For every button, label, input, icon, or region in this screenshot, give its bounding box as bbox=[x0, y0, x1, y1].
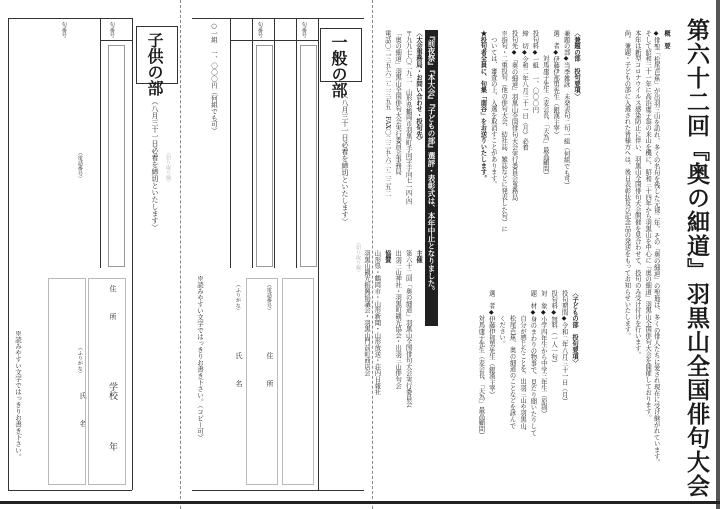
children-address-input[interactable] bbox=[88, 278, 126, 485]
general-column-line bbox=[230, 18, 231, 268]
sponsors-section bbox=[362, 250, 422, 480]
children-note: ※読みやすい文字ではっきりお書き下さい。 bbox=[14, 330, 22, 460]
general-column-line bbox=[252, 18, 253, 268]
general-col-label: 句番号 bbox=[300, 22, 307, 38]
overview-paragraph-2: 本年は新型コロナウイルス感染防止に伴い、羽黒山全国俳句大会開催を見合わせて、投句のみ受け付けを行います。 bbox=[633, 30, 641, 358]
children-line: 松尾芭蕉、奥の細道のことなどを詠んで bbox=[508, 290, 516, 429]
general-column-line bbox=[318, 18, 319, 490]
children-school-label: 学校 bbox=[107, 382, 117, 400]
children-grade-label: 年 bbox=[107, 442, 117, 451]
cut-mark: （切り取り線） bbox=[355, 240, 361, 275]
sponsor-line: 第六十二回「奥の細道」羽黒山全国俳句大会実行委員会 bbox=[404, 250, 412, 408]
adult-line: 投句先◆『奥の細道』羽黒山全国俳句大会実行委員会事務局 bbox=[510, 30, 518, 201]
page-edge bbox=[716, 0, 720, 509]
adult-line: 締 切◆令和二年八月三十一日（月）必着 bbox=[520, 30, 528, 151]
sponsor-line: 山形県・鶴岡市・山形新聞・山形放送・荘内日報社 bbox=[373, 250, 381, 395]
children-line: 自分が感じたことを、出羽三山や羽黒山、 bbox=[518, 290, 526, 435]
children-address-label: 住 所 bbox=[109, 285, 117, 320]
general-note: ※読みやすい文字ではっきりお書き下さい。（コピー可） bbox=[196, 275, 204, 441]
office-line: 〒九九七-〇二九二 山形県鶴岡市羽黒町手向字手向七一四-四 bbox=[404, 30, 412, 205]
cut-mark: （切り取り線） bbox=[165, 150, 171, 185]
children-form-bottom bbox=[8, 490, 132, 491]
children-line: 投句料◆無料（一人一句） bbox=[550, 290, 558, 367]
fold-line-2 bbox=[180, 0, 181, 509]
overview-label: 概 要 bbox=[663, 30, 670, 49]
general-address-label: 住 所 bbox=[266, 352, 274, 387]
children-column-line bbox=[100, 18, 101, 268]
sponsor-line: 羽黒山観光振興協議会・羽黒山門前町商店会 bbox=[362, 250, 370, 376]
sponsor-label: 協賛 bbox=[383, 250, 391, 263]
sponsor-line: 出羽三山神社・羽黒町観光協会・出羽三山俳句会 bbox=[394, 250, 402, 389]
children-number-row bbox=[100, 40, 132, 41]
general-col-label: 句番号 bbox=[256, 22, 263, 38]
children-guidelines bbox=[448, 290, 578, 490]
children-line: 投句期間◆令和二年八月三十一日（月） bbox=[560, 290, 568, 405]
general-haiku-field-2[interactable] bbox=[256, 45, 273, 267]
general-address-input[interactable] bbox=[282, 278, 314, 485]
bottom-border bbox=[0, 501, 720, 504]
overview-paragraph-3: 尚、兼題・子どもの部に入選された皆様方へは、後日表彰状及び記念品の発送をもってお知らせいたします。 bbox=[623, 30, 631, 339]
children-guidelines-heading: 〈子どもの部 投句要項〉 bbox=[571, 290, 578, 366]
adult-line: ついては、審査の上、入選を取消すことがあります。 bbox=[489, 30, 497, 188]
general-phone-label: （電話番号） bbox=[265, 282, 272, 314]
children-phone-label: （電話番号） bbox=[76, 150, 83, 182]
general-heading: 一般の部 bbox=[329, 34, 348, 98]
adult-line: 兼題の部◆当季雑詠 未発表句二句一組（何組でも可） bbox=[562, 30, 570, 189]
adult-line: 選 者◆伊藤伊那男先生（銀漢主宰） bbox=[552, 30, 560, 138]
general-deadline: （八月三十一日必着を締切といたします） bbox=[341, 92, 349, 225]
page-title: 第六十二回『奥の細道』羽黒山全国俳句大会 bbox=[683, 18, 710, 498]
general-furigana-label: （ふりがな） bbox=[234, 282, 241, 314]
children-line: ください。 bbox=[498, 290, 506, 347]
children-name-label: 氏 名 bbox=[79, 392, 87, 427]
adult-guidelines bbox=[440, 30, 580, 285]
children-furigana-label: （ふりがな） bbox=[76, 345, 83, 377]
children-column-line bbox=[8, 18, 9, 490]
overview-paragraph-1: ◆俳聖「松尾芭蕉」が出羽三山を訪れ、多くの名句を残した元禄二年、その『奥の細道』の聖地は、多くの俳人たちに愛され現在に受け継がれています。そして昭和三十一年に高浜虚子翁の来山を機に、昭和三十四年から羽黒山を中心に『奥の細道』羽黒山全国俳句大会を開催しております。 bbox=[644, 30, 660, 466]
office-line: 「奥の細道」羽黒山全国俳句大会実行委員会事務局 bbox=[394, 30, 402, 175]
adult-guidelines-heading: 〈兼題の部 投句要項〉 bbox=[573, 30, 580, 100]
sponsor-label: 主催 bbox=[415, 250, 422, 263]
children-line: 題 材◆身のまわりの物事で、見たり聞いたりして bbox=[529, 290, 537, 436]
general-name-label: 氏 名 bbox=[235, 352, 243, 387]
cancellation-notice: 『前夜祭』『本大会』『子どもの部』選評・表彰式は、本年中止となりました。 bbox=[425, 30, 438, 326]
adult-line: ※指句・二重投句（他の俳句大会、結社誌、雑誌などに発表した句）に bbox=[500, 30, 508, 232]
general-haiku-field-1[interactable] bbox=[300, 45, 317, 267]
general-group-fee: ○一組 一、〇〇〇円（何組でも可） bbox=[210, 22, 218, 134]
adult-line: ★投句者全員に、句集「南谷」をお送りいたします。 bbox=[479, 30, 487, 182]
children-line: 対 象◆小学四年生から中学三年生（原則） bbox=[539, 290, 547, 417]
adult-line: 投句料◆一組 一、〇〇〇円 bbox=[531, 30, 539, 113]
general-column-line bbox=[296, 18, 297, 268]
general-number-row bbox=[230, 40, 318, 41]
children-col-label: 句番号 bbox=[108, 22, 115, 38]
children-deadline: （八月三十一日必着を締切といたします） bbox=[151, 98, 159, 231]
office-line: 電話〇二三五-六二-二三五五 FAX〇二三五-六二-二三五二 bbox=[383, 30, 391, 197]
children-col-label: 句番号 bbox=[60, 22, 67, 38]
children-form-top bbox=[8, 18, 132, 19]
general-form-top bbox=[192, 18, 364, 19]
office-heading: 〈大会事務局・お問い合わせ・投句先〉 bbox=[415, 30, 422, 144]
adult-line: 対馬康子先生（麦会長、「天為」最高顧問） bbox=[541, 30, 549, 179]
children-heading: 子供の部 bbox=[145, 32, 164, 96]
children-line: 選 者◆伊藤伊那男先生（銀漢主宰） bbox=[487, 290, 495, 398]
children-haiku-field[interactable] bbox=[108, 45, 125, 267]
general-column-line bbox=[274, 18, 275, 268]
overview-section bbox=[588, 30, 670, 470]
general-name-input[interactable] bbox=[246, 278, 278, 485]
children-name-input[interactable] bbox=[48, 278, 86, 485]
children-column-line bbox=[132, 18, 133, 490]
children-line: 対馬康子先生（麦会長、「天為」最高顧問） bbox=[477, 290, 485, 439]
general-form-bottom bbox=[192, 490, 364, 491]
